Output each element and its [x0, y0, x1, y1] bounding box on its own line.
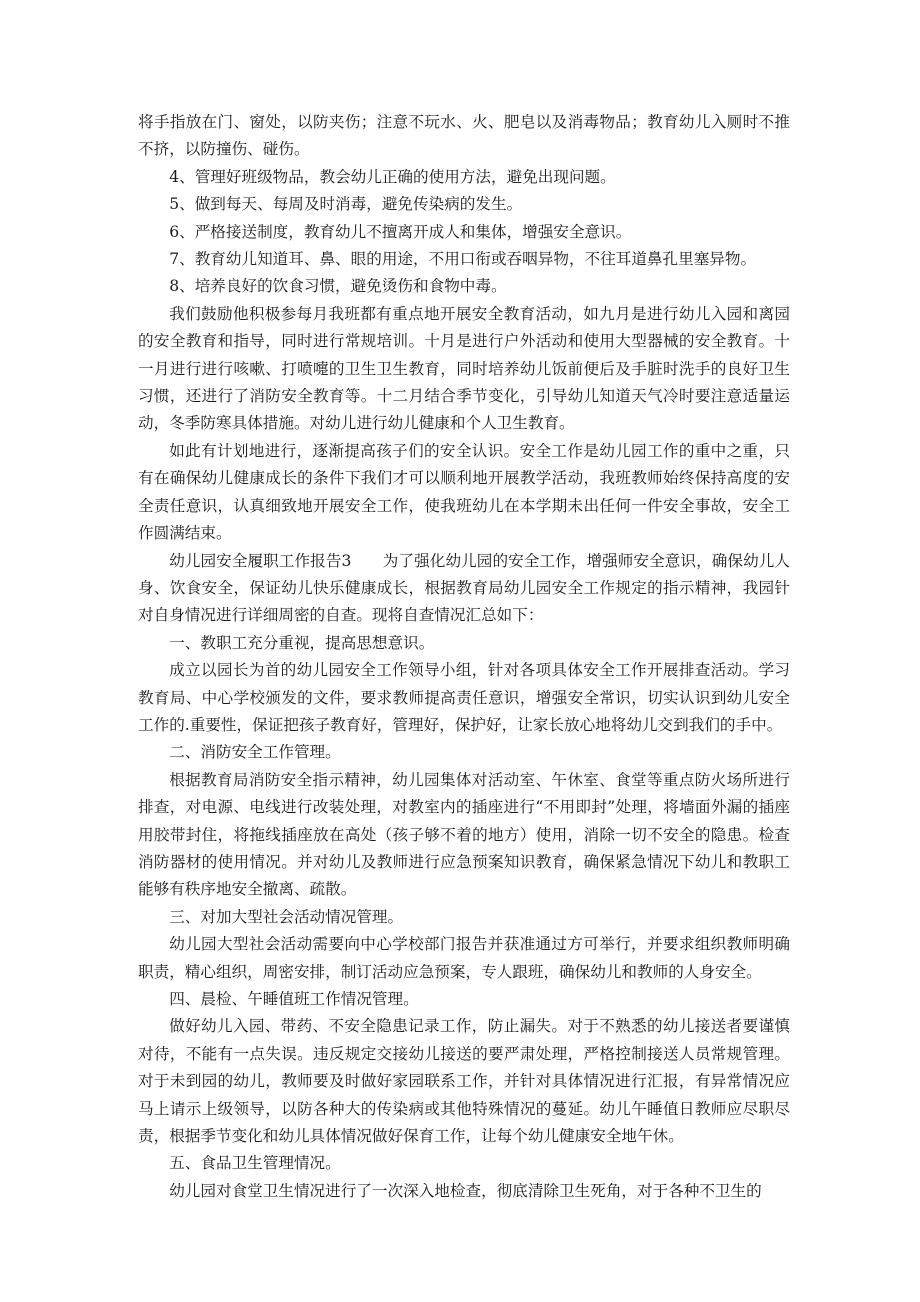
report-title-paragraph: 幼儿园安全履职工作报告3 为了强化幼儿园的安全工作，增强师安全意识，确保幼儿人身、饮食安全，保证幼儿快乐健康成长，根据教育局幼儿园安全工作规定的指示精神，我园针对自身情况进行详细周密的自查。现将自查情况汇总如下：: [138, 551, 790, 625]
paragraph-5: 7、教育幼儿知道耳、鼻、眼的用途，不用口衔或吞咽异物，不往耳道鼻孔里塞异物。: [169, 250, 757, 269]
paragraph-6: 8、培养良好的饮食习惯，避免烫伤和食物中毒。: [169, 277, 507, 296]
document-body: [138, 109, 790, 1205]
paragraph-2: 4、管理好班级物品，教会幼儿正确的使用方法，避免出现问题。: [169, 167, 616, 186]
paragraph-3: 5、做到每天、每周及时消毒，避免传染病的发生。: [169, 195, 523, 214]
section-heading-2: 二、消防安全工作管理。: [169, 743, 341, 762]
paragraph-11: 成立以园长为首的幼儿园安全工作领导小组，针对各项具体安全工作开展排查活动。学习教育局、中心学校颁发的文件，要求教师提高责任意识，增强安全常识，切实认识到幼儿安全工作的.重要性，保证把孩子教育好，管理好，保护好，让家长放心地将幼儿交到我们的手中。: [138, 661, 790, 734]
paragraph-7: 我们鼓励他积极参每月我班都有重点地开展安全教育活动，如九月是进行幼儿入园和离园的安全教育和指导，同时进行常规培训。十月是进行户外活动和使用大型器械的安全教育。十一月进行进行咳嗽、打喷嚏的卫生卫生教育，同时培养幼儿饭前便后及手脏时洗手的良好卫生习惯，还进行了消防安全教育等。十二月结合季节变化，引导幼儿知道天气冷时要注意适量运动，冬季防寒具体措施。对幼儿进行幼儿健康和个人卫生教育。: [138, 304, 790, 433]
paragraph-13: 根据教育局消防安全指示精神，幼儿园集体对活动室、午休室、食堂等重点防火场所进行排查，对电源、电线进行改装处理，对教室内的插座进行“不用即封”处理，将墙面外漏的插座用胶带封住，将拖线插座放在高处（孩子够不着的地方）使用，消除一切不安全的隐患。检查消防器材的使用情况。并对幼儿及教师进行应急预案知识教育，确保紧急情况下幼儿和教职工能够有秩序地安全撤离、疏散。: [138, 770, 790, 899]
paragraph-1: 将手指放在门、窗处，以防夹伤；注意不玩水、火、肥皂以及消毒物品；教育幼儿入厕时不推不挤，以防撞伤、碰伤。: [138, 113, 790, 159]
paragraph-8: 如此有计划地进行，逐渐提高孩子们的安全认识。安全工作是幼儿园工作的重中之重，只有在确保幼儿健康成长的条件下我们才可以顺利地开展教学活动，我班教师始终保持高度的安全责任意识，认真细致地开展安全工作，使我班幼儿在本学期未出任何一件安全事故，安全工作圆满结束。: [138, 441, 790, 543]
paragraph-17: 做好幼儿入园、带药、不安全隐患记录工作，防止漏失。对于不熟悉的幼儿接送者要谨慎对待，不能有一点失误。违反规定交接幼儿接送的要严肃处理，严格控制接送人员常规管理。对于未到园的幼儿，教师要及时做好家园联系工作，并针对具体情况进行汇报，有异常情况应马上请示上级领导，以防各种大的传染病或其他特殊情况的蔓延。幼儿午睡值日教师应尽职尽责，根据季节变化和幼儿具体情况做好保育工作，让每个幼儿健康安全地午休。: [138, 1017, 790, 1146]
section-heading-1: 一、教职工充分重视，提高思想意识。: [169, 633, 435, 652]
section-heading-5: 五、食品卫生管理情况。: [169, 1154, 341, 1173]
paragraph-15: 幼儿园大型社会活动需要向中心学校部门报告并获准通过方可举行，并要求组织教师明确职责，精心组织，周密安排，制订活动应急预案，专人跟班，确保幼儿和教师的人身安全。: [138, 935, 790, 981]
paragraph-4: 6、严格接送制度，教育幼儿不擅离开成人和集体，增强安全意识。: [169, 222, 632, 241]
section-heading-4: 四、晨检、午睡值班工作情况管理。: [169, 990, 419, 1008]
paragraph-19: 幼儿园对食堂卫生情况进行了一次深入地检查，彻底清除卫生死角，对于各种不卫生的: [169, 1181, 762, 1200]
section-heading-3: 三、对加大型社会活动情况管理。: [169, 907, 404, 926]
